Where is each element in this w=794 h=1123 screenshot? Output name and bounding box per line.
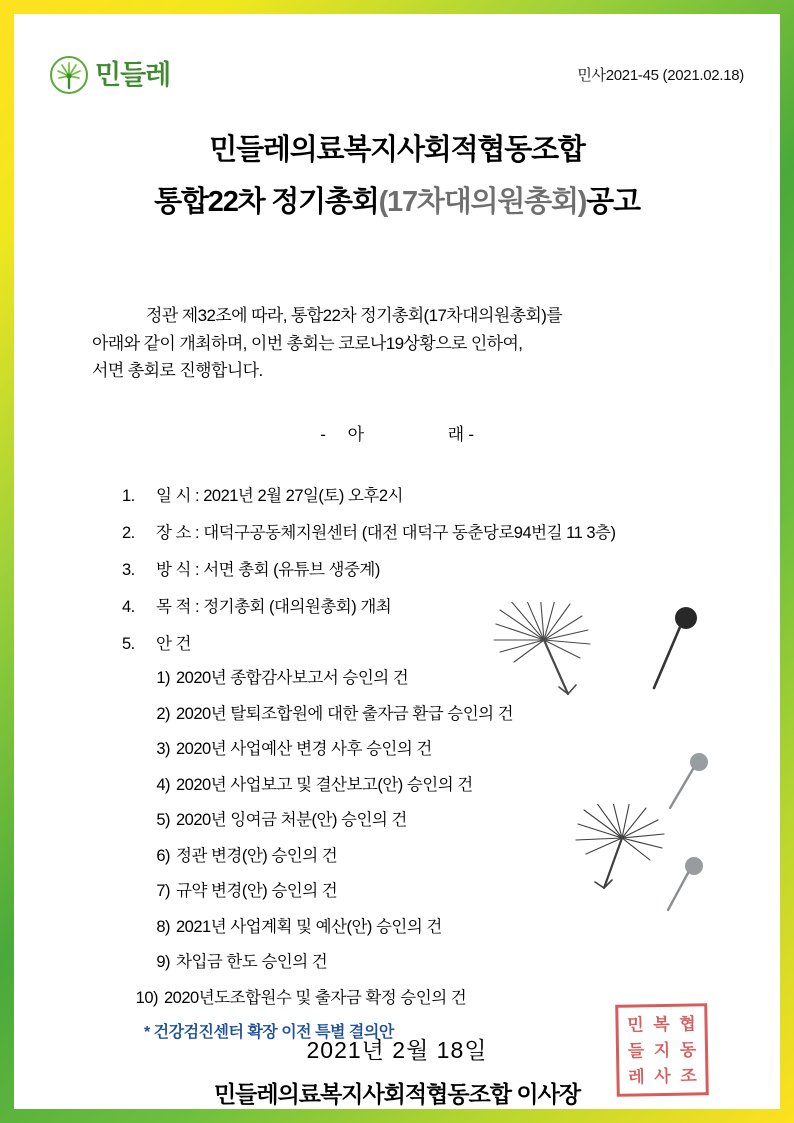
seal-char: 조 (680, 1065, 697, 1086)
agenda-item-label: 2020년 사업보고 및 결산보고(안) 승인의 건 (176, 775, 473, 794)
list-item-number: 1. (122, 487, 135, 505)
seal-char: 사 (654, 1066, 671, 1086)
agenda-item (140, 806, 740, 830)
seal-char: 민 (627, 1014, 644, 1035)
below-marker-word-1: 아 (347, 425, 364, 444)
agenda-item-number: 1) (156, 669, 170, 687)
list-item-number: 2. (122, 524, 135, 542)
issue-date: 2021년 2월 18일 (306, 1037, 488, 1063)
list-item (122, 519, 740, 543)
intro-paragraph (92, 302, 710, 385)
intro-line-3: 서면 총회로 진행합니다. (92, 361, 263, 381)
agenda-item-label: 2020년 종합감사보고서 승인의 건 (176, 669, 409, 687)
subtitle-part-main-a: 통합22차 정기총회 (154, 186, 379, 219)
document-number: 민사2021-45 (2021.02.18) (577, 67, 744, 84)
document-page (14, 14, 780, 1109)
agenda-item-number: 10) (135, 988, 158, 1007)
agenda-item (140, 735, 740, 759)
seal-char: 동 (679, 1039, 697, 1060)
agenda-item (140, 842, 740, 866)
list-item-label: 방 식 : 서면 총회 (유튜브 생중계) (156, 561, 380, 579)
list-item-label: 목 적 : 정기총회 (대의원총회) 개최 (156, 598, 392, 616)
list-item-number: 4. (122, 598, 135, 616)
agenda-item-number: 4) (156, 775, 170, 794)
list-item-label: 일 시 : 2021년 2월 27일(토) 오후2시 (156, 487, 403, 505)
page-subtitle (14, 184, 780, 220)
below-marker-dash-right: - (468, 425, 474, 444)
agenda-item-label: 2020년 탈퇴조합원에 대한 출자금 환급 승인의 건 (176, 704, 514, 723)
list-item (122, 630, 740, 654)
agenda-item (140, 771, 740, 795)
agenda-item-label: 차입금 한도 승인의 건 (176, 953, 328, 971)
numbered-item-list (122, 482, 740, 667)
logo-text: 민들레 (95, 59, 171, 90)
agenda-item-number: 5) (156, 811, 170, 829)
agenda-item-number: 3) (156, 740, 170, 758)
seal-char: 복 (653, 1014, 670, 1034)
agenda-list (135, 664, 740, 1042)
issuer-name: 민들레의료복지사회적협동조합 이사장 (213, 1081, 581, 1107)
list-item (122, 593, 740, 617)
seal-characters (622, 1010, 701, 1089)
list-item (122, 482, 740, 506)
dandelion-logo-icon (50, 56, 88, 94)
agenda-item (140, 877, 740, 901)
agenda-item-number: 9) (156, 953, 170, 971)
subtitle-part-main-b: 공고 (586, 186, 640, 219)
document-header (14, 56, 780, 102)
list-item-number: 5. (122, 635, 135, 653)
page-title: 민들레의료복지사회적협동조합 (209, 134, 585, 166)
below-marker (14, 420, 780, 445)
seal-char: 들 (627, 1040, 645, 1061)
agenda-item (140, 948, 740, 972)
agenda-item-number: 8) (156, 917, 170, 936)
agenda-item (140, 700, 740, 724)
below-marker-dash-left: - (320, 425, 326, 444)
agenda-item-label: 규약 변경(안) 승인의 건 (176, 882, 338, 900)
agenda-item-label: 2020년 잉여금 처분(안) 승인의 건 (176, 811, 407, 829)
intro-line-1: 정관 제32조에 따라, 통합22차 정기총회(17차대의원총회)를 (146, 306, 563, 325)
subtitle-part-sub: (17차대의원총회) (378, 186, 587, 219)
organization-logo (50, 56, 170, 94)
intro-line-2: 아래와 같이 개최하며, 이번 총회는 코로나19상황으로 인하여, (92, 333, 523, 353)
below-marker-word-2: 래 (447, 425, 464, 444)
seal-char: 지 (653, 1040, 671, 1060)
seal-char: 레 (628, 1066, 645, 1087)
official-seal-stamp (615, 1003, 709, 1097)
agenda-item-label: 2020년도조합원수 및 출자금 확정 승인의 건 (164, 988, 467, 1007)
agenda-item (140, 913, 740, 937)
agenda-item-number: 6) (156, 846, 170, 865)
special-resolution-note: * 건강검진센터 확장 이전 특별 결의안 (144, 1024, 394, 1041)
list-item-number: 3. (122, 561, 135, 579)
list-item (122, 556, 740, 580)
agenda-item-number: 2) (156, 704, 170, 723)
agenda-item-label: 2020년 사업예산 변경 사후 승인의 건 (176, 740, 432, 758)
seal-char: 협 (679, 1013, 696, 1034)
agenda-item (140, 664, 740, 688)
agenda-item-label: 2021년 사업계획 및 예산(안) 승인의 건 (176, 917, 442, 936)
list-item-label: 안 건 (156, 635, 191, 653)
agenda-item-number: 7) (156, 882, 170, 900)
list-item-label: 장 소 : 대덕구공동체지원센터 (대전 대덕구 동춘당로94번길 11 3층) (156, 524, 616, 542)
agenda-item-label: 정관 변경(안) 승인의 건 (176, 846, 338, 865)
title-block (14, 132, 780, 221)
